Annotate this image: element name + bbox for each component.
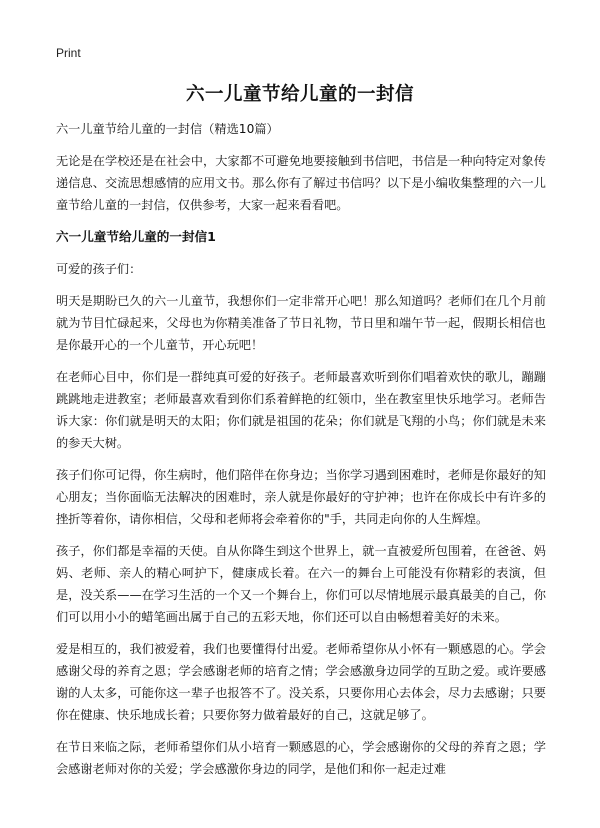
letter-paragraph: 在节日来临之际，老师希望你们从小培育一颗感恩的心，学会感谢你的父母的养育之恩；学会感谢老师对你的关爱；学会感激你身边的同学，是他们和你一起走过难 — [56, 740, 546, 776]
section-heading: 六一儿童节给儿童的一封信1 — [56, 229, 216, 244]
letter-paragraph: 在老师心目中，你们是一群纯真可爱的好孩子。老师最喜欢听到你们唱着欢快的歌儿，蹦蹦跳跳地走进教室；老师最喜欢看到你们系着鲜艳的红领巾，坐在教室里快乐地学习。老师告诉大家：你们就是明天的太阳；你们就是祖国的花朵；你们就是飞翔的小鸟；你们就是未来的参天大树。 — [56, 370, 546, 450]
intro-paragraph: 无论是在学校还是在社会中，大家都不可避免地要接触到书信吧，书信是一种向特定对象传递信息、交流思想感情的应用文书。那么你有了解过书信吗？以下是小编收集整理的六一儿童节给儿童的一封信，仅供参考，大家一起来看看吧。 — [56, 154, 546, 212]
document-subtitle: 六一儿童节给儿童的一封信（精选10篇） — [56, 122, 279, 136]
document-body — [56, 118, 546, 790]
letter-paragraph: 爱是相互的，我们被爱着，我们也要懂得付出爱。老师希望你从小怀有一颗感恩的心。学会感谢父母的养育之恩；学会感谢老师的培育之情；学会感激身边同学的互助之爱。或许要感谢的人太多，可能你这一辈子也报答不了。没关系，只要你用心去体会，尽力去感谢；只要你在健康、快乐地成长着；只要你努力做着最好的自己，这就足够了。 — [56, 642, 546, 722]
letter-greeting: 可爱的孩子们： — [56, 262, 142, 276]
letter-paragraph: 孩子，你们都是幸福的天使。自从你降生到这个世界上，就一直被爱所包围着，在爸爸、妈妈、老师、亲人的精心呵护下，健康成长着。在六一的舞台上可能没有你精彩的表演，但是，没关系——在学习生活的一个又一个舞台上，你们可以尽情地展示最真最美的自己，你们可以用小小的蜡笔画出属于自己的五彩天地，你们还可以自由畅想着美好的未来。 — [56, 544, 546, 624]
page-title: 六一儿童节给儿童的一封信 — [185, 84, 414, 105]
print-link[interactable]: Print — [56, 46, 81, 60]
letter-paragraph: 明天是期盼已久的六一儿童节，我想你们一定非常开心吧！那么知道吗？老师们在几个月前就为节目忙碌起来，父母也为你精美准备了节日礼物，节日里和端午节一起，假期长相信也是你最开心的一个儿童节，开心玩吧！ — [56, 294, 546, 352]
letter-paragraph: 孩子们你可记得，你生病时，他们陪伴在你身边；当你学习遇到困难时，老师是你最好的知心朋友；当你面临无法解决的困难时，亲人就是你最好的守护神；也许在你成长中有许多的挫折等着你，请你相信，父母和老师将会牵着你的"手，共同走向你的人生辉煌。 — [56, 468, 546, 526]
